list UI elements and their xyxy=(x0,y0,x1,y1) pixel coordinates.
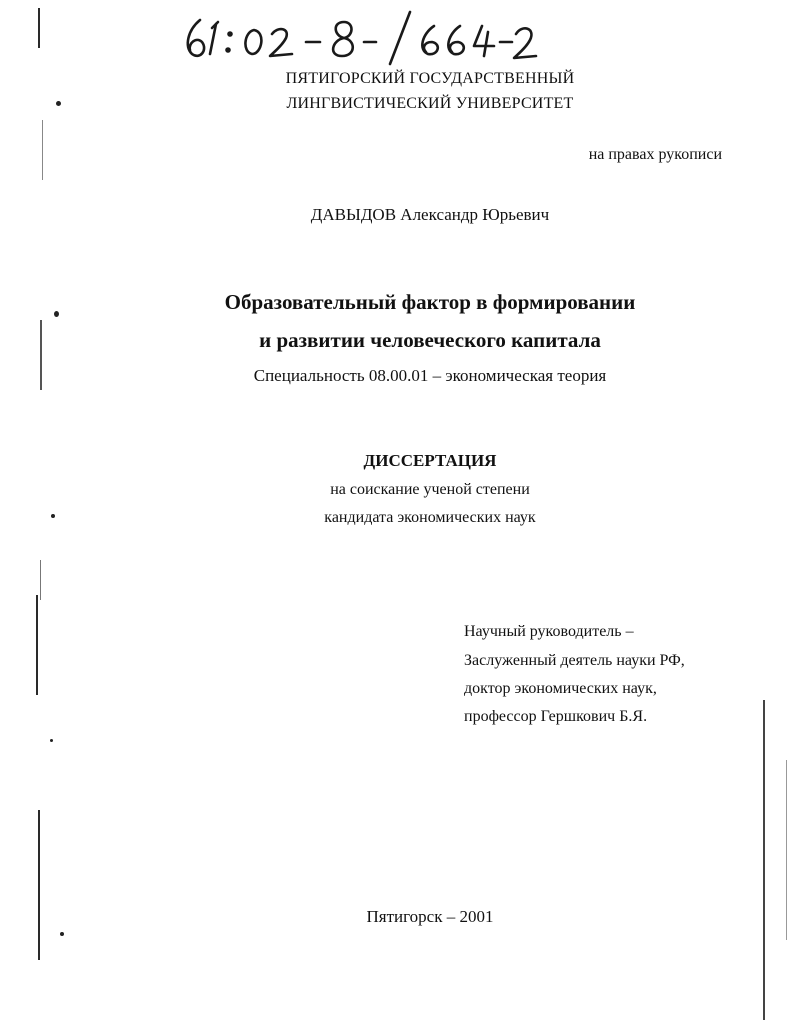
university-name-line1: ПЯТИГОРСКИЙ ГОСУДАРСТВЕННЫЙ xyxy=(285,70,575,87)
scan-artifact-left-line xyxy=(40,320,42,390)
advisor-line4: профессор Гершкович Б.Я. xyxy=(464,708,648,725)
dissertation-title-line1: Образовательный фактор в формировании xyxy=(224,290,636,314)
degree-line2: кандидата экономических наук xyxy=(324,509,536,526)
scan-artifact-left-line xyxy=(40,560,41,600)
advisor-line1: Научный руководитель – xyxy=(464,623,634,640)
scan-artifact-right-line xyxy=(763,700,765,1020)
archive-number-handwritten xyxy=(178,8,538,68)
scan-artifact-left-line xyxy=(38,8,40,48)
advisor-line2: Заслуженный деятель науки РФ, xyxy=(464,652,685,669)
degree-line1: на соискание ученой степени xyxy=(330,481,530,498)
scan-speck xyxy=(50,739,53,742)
scan-artifact-left-line xyxy=(42,120,43,180)
dissertation-heading: ДИССЕРТАЦИЯ xyxy=(363,451,497,470)
scan-speck xyxy=(54,311,59,317)
scan-artifact-left-line xyxy=(38,810,40,960)
scan-artifact-right-line xyxy=(786,760,787,940)
university-name-line2: ЛИНГВИСТИЧЕСКИЙ УНИВЕРСИТЕТ xyxy=(286,95,574,112)
dissertation-title-line2: и развитии человеческого капитала xyxy=(259,328,601,352)
scan-speck xyxy=(60,932,64,936)
author-name: ДАВЫДОВ Александр Юрьевич xyxy=(310,205,550,224)
scan-speck xyxy=(51,514,55,518)
specialty: Специальность 08.00.01 – экономическая теория xyxy=(253,366,607,385)
manuscript-rights-note: на правах рукописи xyxy=(588,146,722,163)
scan-speck xyxy=(56,101,61,106)
advisor-line3: доктор экономических наук, xyxy=(464,680,657,697)
scan-artifact-left-line xyxy=(36,595,38,695)
city-year: Пятигорск – 2001 xyxy=(366,907,494,926)
